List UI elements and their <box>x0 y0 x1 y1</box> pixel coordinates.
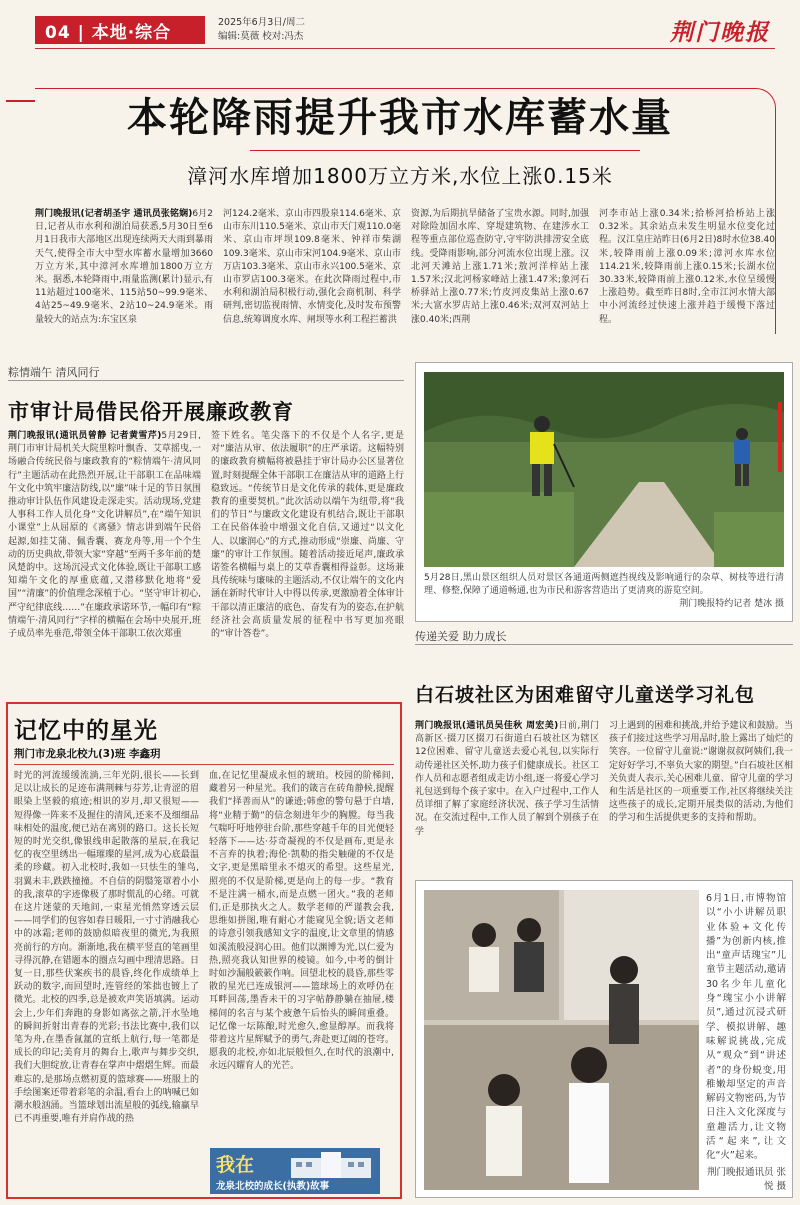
memory-col-2: 血,在记忆里凝成永恒的琥珀。校园的阶梯间,藏着另一种星光。我们的箴言在砖角静候,提醒我们“择善而从”的谦逊;韩愈的警句悬于白墙,将“业精于勤”的信念刻进年少的胸膛。每当我气喘吁吁地停驻台阶,那些穿越千年的目光便轻轻落下——达·芬奇凝视的不仅是画布,更是永不言弃的执着;海伦·凯勒的指尖触碰的不仅是文字,更是黑暗里永不熄灭的希望。这些星光,照亮的不仅是阶梯,更是向上的每一步。“教育不是注满一桶水,而是点燃一团火。”我的老师们,正是那执火之人。数学老师的严谨教会我,思维如拼图,唯有耐心才能窥见全貌;语文老师的诗意引领我感知文字的温度,让文章里的情感如溪流般浸润心田。他们以渊博为光,以仁爱为热,照亮我认知世界的棱镜。如今,中考的倒计时如沙漏般簌簌作响。回望北校的晨昏,那些零散的星光已连成银河——篮球场上的欢呼仍在耳畔回荡,墨香未干的习字帖静静躺在抽屉,楼梯间的名言与某个疲惫午后怡头的瞬间重叠。记忆像一坛陈酿,时光愈久,愈显醇厚。而我将带着这片星辉赋予的勇气,奔赴更辽阔的苍穹。愿我的北校,亦如北辰般恒久,在时代的浪潮中,永远闪耀育人的光芒。 <box>209 771 394 1072</box>
memory-col-1-tail <box>14 1145 204 1195</box>
audit-byline: 荆门晚报讯(通讯员曾静 记者黄雪芹) <box>8 431 162 441</box>
lead-col-2: 河124.2毫米、京山市四股泉114.6毫米、京山市东川110.5毫米、京山市天门观110.0毫米、京山市坪坝109.8毫米、钟祥市柴湖109.3毫米、京山市宋河104.9毫米、京山市万店103.3毫米、京山市永兴100.5毫米、京山市罗店100.3毫米。在此次降雨过程中,市水利和湖泊局积极行动,强化会商机制、科学研判,密切监视雨情、水情变化,及时发布预警信息,统筹调度水库、闸坝等水利工程拦蓄洪 <box>223 209 401 325</box>
memory-col-1: 时光的河流缓缓流淌,三年光阴,很长——长到足以让成长的足迹布满荆棘与芬芳,让青涩的眉眼染上坚毅的痕迹;相识的岁月,却又很短——短得像一阵来不及握住的清风,还来不及细细品味相处的温度,便已站在离别的路口。这长长短短的时光交织,像银线串起散落的星辰,在我记忆的夜空里绣出一幅璀璨的星河,成为心底最温柔的珍藏。初入北校时,我如一只怯生的雏鸟,羽翼未丰,跌跌撞撞。不自信的阴翳笼罩着小小的我,滚草的字迹像极了那时慌乱的心绪。可就在这片迷蒙的天地间,一束星光悄然穿透云层——同学们的包容如春日暖阳,一寸寸消融我心中的冰霜;老师的鼓励似暗夜里的微光,为我照亮前行的方向。渐渐地,我在横平竖直的笔画里寻得沉静,在错题本的圈点勾画中理清思路。日复一日,那些伏案疾书的晨昏,终化作成绩单上跃动的数字,而回望时,连管经的笨拙也镀上了微光。北校的四季,总是被欢声笑语填满。运动会上,少年们奔跑的身影如离弦之箭,汗水坠地的瞬间折射出青春的光彩;书法比赛中,我们以笔为舟,在墨香氤氲的宣纸上航行,每一笔都是成长的印记;美育月的舞台上,歌声与舞步交织,我们大胆绽放,让青春在掌声中熠熠生辉。而最难忘的,是那场点燃初夏的篮球赛——班服上的手绘图案还带着彩笔的余温,看台上的呐喊已如潮水般汹涌。当篮球划出流星般的弧线,输赢早已不再重要,唯有并肩作战的热 <box>14 771 199 1125</box>
scenic-photo-caption: 5月28日,黑山景区组织人员对景区各通道两侧遮挡视线及影响通行的杂草、树枝等进行清理、修整,保障了通道畅通,也为市民和游客营造出了更清爽的游览空间。 荆门晚报特约记者 楚冰 摄 <box>424 573 784 609</box>
museum-photo-caption: 6月1日,市博物馆以“小小讲解员职业体验+文化传播”为创新内核,推出“童声话瑰宝”儿童节主题活动,邀请30名少年儿童化身“瑰宝小小讲解员”,通过沉浸式研学、模拟讲解、趣味解说挑战,完成从“观众”到“讲述者”的身份蜕变,用稚嫩却坚定的声音解码文物密码,为节日注入文化深度与童趣活力,让文物活“起来”,让文化“火”起来。 荆门晚报通讯员 张悦 摄 <box>706 892 786 1194</box>
audit-tag-rule <box>8 380 404 381</box>
section-tab: 04 | 本地·综合 <box>35 16 205 44</box>
memory-byline-rule <box>14 764 394 765</box>
baishi-headline: 白石坡社区为困难留守儿童送学习礼包 <box>415 684 756 706</box>
audit-tag: 粽情端午 清风同行 <box>8 366 100 379</box>
issue-meta <box>218 16 305 44</box>
scenic-photo-illustration <box>424 372 784 567</box>
lead-byline: 荆门晚报讯(记者胡圣宇 通讯员张铭娴) <box>35 209 193 219</box>
newspaper-logo: 荆门晚报 <box>670 19 770 46</box>
memory-body <box>14 770 394 1142</box>
audit-col-1: 荆门晚报讯(通讯员曾静 记者黄雪芹)5月29日,荆门市审计局机关大院里粽叶飘香、艾草摇曳,一场融合传统民俗与廉政教育的“粽情端午·清风同行”主题活动在此热烈开展,让干部职工在品味端午文化中筑牢廉洁防线,以“廉”味十足的节日氛围推动审计队伍作风建设走深走实。活动现场,党建人事科工作人员化身“文化讲解员”,在“端午知识小课堂”上从屈原的《离骚》情志讲到端午民俗起源,如挂艾蒲、佩香囊、赛龙舟等,用一个个生动的历史典故,带领大家“穿越”至两千多年前的楚风楚韵中。这场沉浸式文化体验,既让干部职工感知端午文化的厚重底蕴,又潜移默化地将“爱国”“清廉”的价值理念深植于心。“坚守审计初心,严守纪律底线……”在廉政承诺环节,一幅印有“粽情端午·清风同行”字样的横幅在会场中央展开,班子成员率先垂范,带领全体干部职工依次郑重 <box>8 431 201 640</box>
lead-body <box>35 208 775 326</box>
photo-scenic-cleanup <box>424 372 784 567</box>
lead-col-4: 河李市站上涨0.34米;拾桥河拾桥站上涨0.32米。其余站点未发生明显水位变化过程。汉江皇庄站昨日(6月2日)8时水位38.40米,较降雨前上涨0.09米;漳河水库水位114.21米,较降雨前上涨0.15米;长湖水位30.33米,较降雨前上涨0.12米,水位呈缓慢上涨趋势。截至昨日8时,全市江河水情大部中小河流经过快速上涨并趋于缓慢下落过程。 <box>599 209 775 325</box>
museum-photo-illustration <box>424 890 699 1190</box>
baishi-tag-rule <box>415 644 793 645</box>
child-figure-2 <box>514 918 544 992</box>
series-banner <box>210 1148 380 1194</box>
subhead-rule <box>250 150 640 151</box>
audit-col-2: 签下姓名。笔尖落下的不仅是个人名字,更是对“廉洁从审、依法履职”的庄严承诺。这幅特别的廉政教育横幅将被悬挂于审计局办公区显著位置,时刻提醒全体干部职工在廉洁从审的道路上行稳致远。“传统节日是文化传承的载体,更是廉政教育的重要契机。”此次活动以端午为纽带,将“我们的节日”与廉政文化建设有机结合,既让干部职工在民俗体验中增强文化自信,又通过“以文化人、以廉润心”的方式,推动形成“崇廉、尚廉、守廉”的审计工作氛围。随着活动接近尾声,廉政承诺签名横幅与桌上的艾草香囊相得益彰。这场兼具传统味与廉味的主题活动,不仅让端午的文化内涵在新时代审计人中得以传承,更激励着全体审计干部以清正廉洁的底色、奋发有为的姿态,在护航经济社会高质量发展的征程中书写更加亮眼的“审计答卷”。 <box>211 431 404 640</box>
baishi-col-1: 荆门晚报讯(通讯员吴佳秋 周宏美)日前,荆门高新区·掇刀区掇刀石街道白石坡社区为辖区12位困难、留守儿童送去爱心礼包,以实际行动传递社区关怀,助力孩子们健康成长。社区工作人员和志愿者组成走访小组,逐一将爱心学习礼包送到每个孩子家中。在入户过程中,工作人员详细了解了家庭经济状况、孩子学习生活情况。在交流过程中,工作人员了解到个别孩子在学 <box>415 721 599 837</box>
baishi-body <box>415 720 793 870</box>
memory-headline: 记忆中的星光 <box>14 718 158 744</box>
lead-subhead: 漳河水库增加1800万立方米,水位上涨0.15米 <box>187 164 613 188</box>
scenic-photo-credit: 荆门晚报特约记者 楚冰 摄 <box>679 599 784 609</box>
lead-col-1: 荆门晚报讯(记者胡圣宇 通讯员张铭娴)6月2日,记者从市水利和湖泊局获悉,5月30日至6月1日我市大部地区出现连续两天大雨到暴雨天气,使得全市大中型水库蓄水量增加3660万立方米,其中漳河水库增加1800万立方米。据悉,本轮降雨中,雨量监测(累计)显示,有11站超过100毫米、115站50~99.9毫米、4站25~49.9毫米、2站10~24.9毫米。雨量较大的站点为:东宝区泉 <box>35 209 213 325</box>
lead-headline: 本轮降雨提升我市水库蓄水量 <box>127 95 673 141</box>
child-figure-4 <box>569 1047 609 1183</box>
issue-date: 2025年6月3日/周二 <box>218 17 305 28</box>
child-figure-1 <box>469 923 499 992</box>
baishi-col-2: 习上遇到的困难和挑战,并给予建议和鼓励。当孩子们接过这些学习用品时,脸上露出了灿烂的笑容。一位留守儿童说:“谢谢叔叔阿姨们,我一定好好学习,不辜负大家的期望。”白石坡社区相关负责人表示,关心困难儿童、留守儿童的学习和生活是社区的一项重要工作,社区将继续关注这些孩子的成长,定期开展类似的活动,为他们的学习和生活提供更多的支持和帮助。 <box>609 721 793 824</box>
baishi-tag: 传递关爱 助力成长 <box>415 630 507 643</box>
banner-subtitle: 龙泉北校的成长(执教)故事 <box>216 1181 330 1192</box>
child-figure-5 <box>609 956 639 1044</box>
child-figure-3 <box>486 1074 522 1176</box>
school-building-icon <box>286 1150 376 1180</box>
photo-museum-kids <box>424 890 699 1190</box>
banner-title: 我在 <box>216 1154 255 1176</box>
audit-headline: 市审计局借民俗开展廉政教育 <box>8 400 294 424</box>
audit-body <box>8 430 404 692</box>
editors-line: 编辑:莫薇 校对:冯杰 <box>218 31 304 42</box>
museum-photo-credit: 荆门晚报通讯员 张悦 摄 <box>706 1166 786 1192</box>
lead-col-3: 资源,为后期抗旱储备了宝贵水源。同时,加强对除险加固水库、穿堤建筑物、在建涉水工程等重点部位巡查防守,守牢防洪排涝安全底线。受降雨影响,部分河流水位出现上涨。汉北河天滩站上涨1.71米;敖河洋梓站上涨1.57米;汉北河杨家峰站上涨1.47米;象河石桥驿站上涨0.77米;竹皮河皮集站上涨0.67米;大富水罗店站上涨0.46米;双河双河站上涨0.40米;西荆 <box>411 209 589 325</box>
baishi-byline: 荆门晚报讯(通讯员吴佳秋 周宏美) <box>415 721 559 731</box>
header-rule <box>35 48 775 49</box>
memory-byline: 荆门市龙泉北校九(3)班 李鑫玥 <box>14 748 161 760</box>
